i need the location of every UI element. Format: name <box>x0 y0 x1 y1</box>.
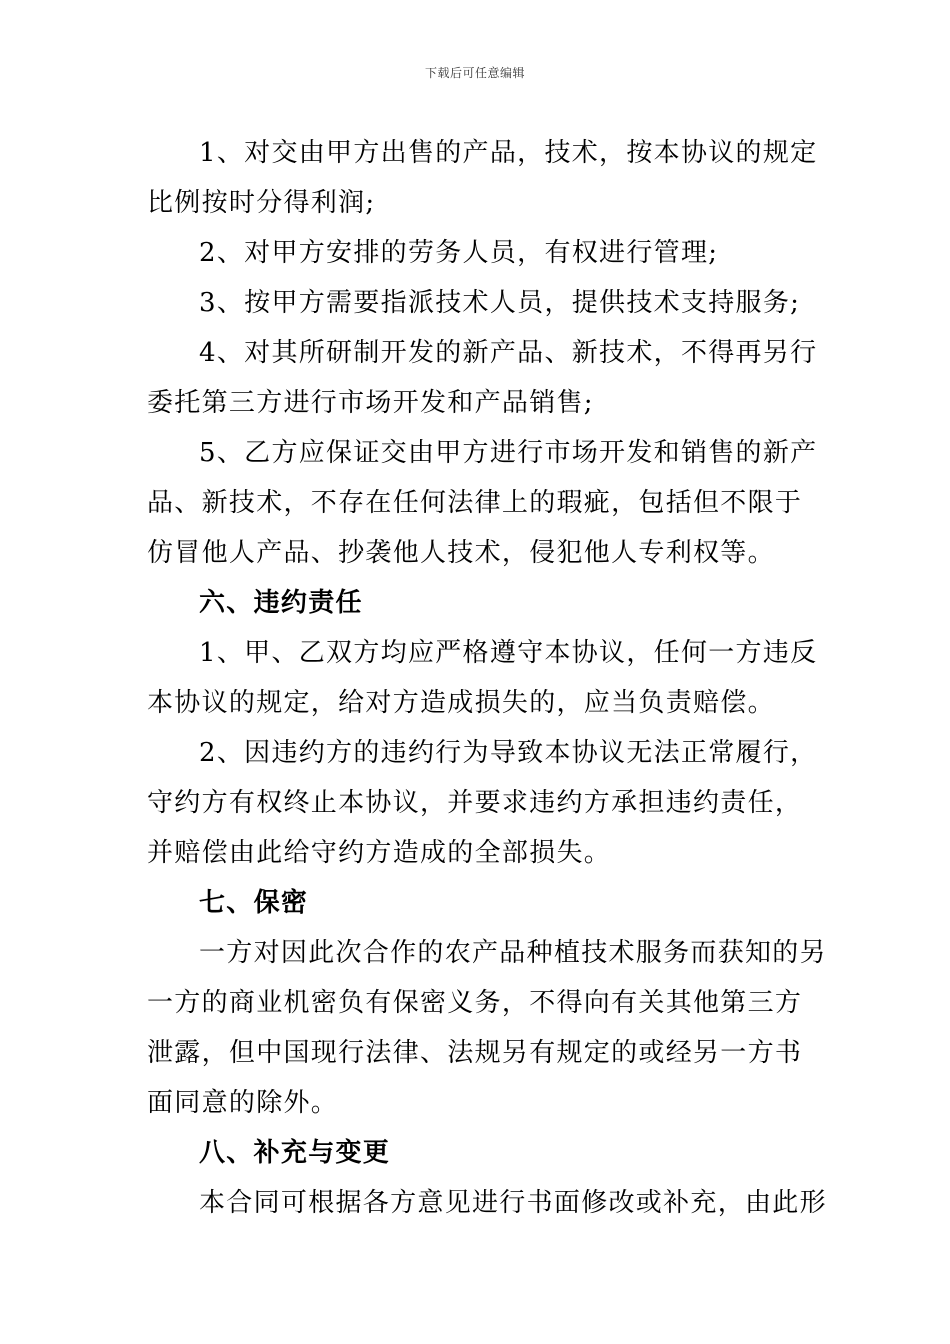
paragraph-item-4: 4、对其所研制开发的新产品、新技术，不得再另行委托第三方进行市场开发和产品销售; <box>147 338 818 418</box>
paragraph-item-2: 2、对甲方安排的劳务人员，有权进行管理; <box>199 238 719 268</box>
paragraph-confidentiality: 一方对因此次合作的农产品种植技术服务而获知的另一方的商业机密负有保密义务，不得向有关其他第三方泄露，但中国现行法律、法规另有规定的或经另一方书面同意的除外。 <box>147 938 827 1118</box>
paragraph-item-5: 5、乙方应保证交由甲方进行市场开发和销售的新产品、新技术，不存在任何法律上的瑕疵，包括但不限于仿冒他人产品、抄袭他人技术，侵犯他人专利权等。 <box>147 438 818 568</box>
paragraph-item-1: 1、对交由甲方出售的产品，技术，按本协议的规定比例按时分得利润; <box>147 138 818 218</box>
document-body <box>147 128 827 1228</box>
paragraph-amendment: 本合同可根据各方意见进行书面修改或补充，由此形 <box>199 1188 827 1218</box>
paragraph-breach-2: 2、因违约方的违约行为导致本协议无法正常履行，守约方有权终止本协议，并要求违约方承担违约责任，并赔偿由此给守约方造成的全部损失。 <box>147 738 818 868</box>
section-heading-breach: 六、违约责任 <box>199 588 363 618</box>
paragraph-item-3: 3、按甲方需要指派技术人员，提供技术支持服务; <box>199 288 801 318</box>
section-heading-amendment: 八、补充与变更 <box>199 1138 391 1168</box>
page-header-note: 下载后可任意编辑 <box>424 66 525 80</box>
paragraph-breach-1: 1、甲、乙双方均应严格遵守本协议，任何一方违反本协议的规定，给对方造成损失的，应当负责赔偿。 <box>147 638 818 718</box>
section-heading-confidentiality: 七、保密 <box>199 888 309 918</box>
